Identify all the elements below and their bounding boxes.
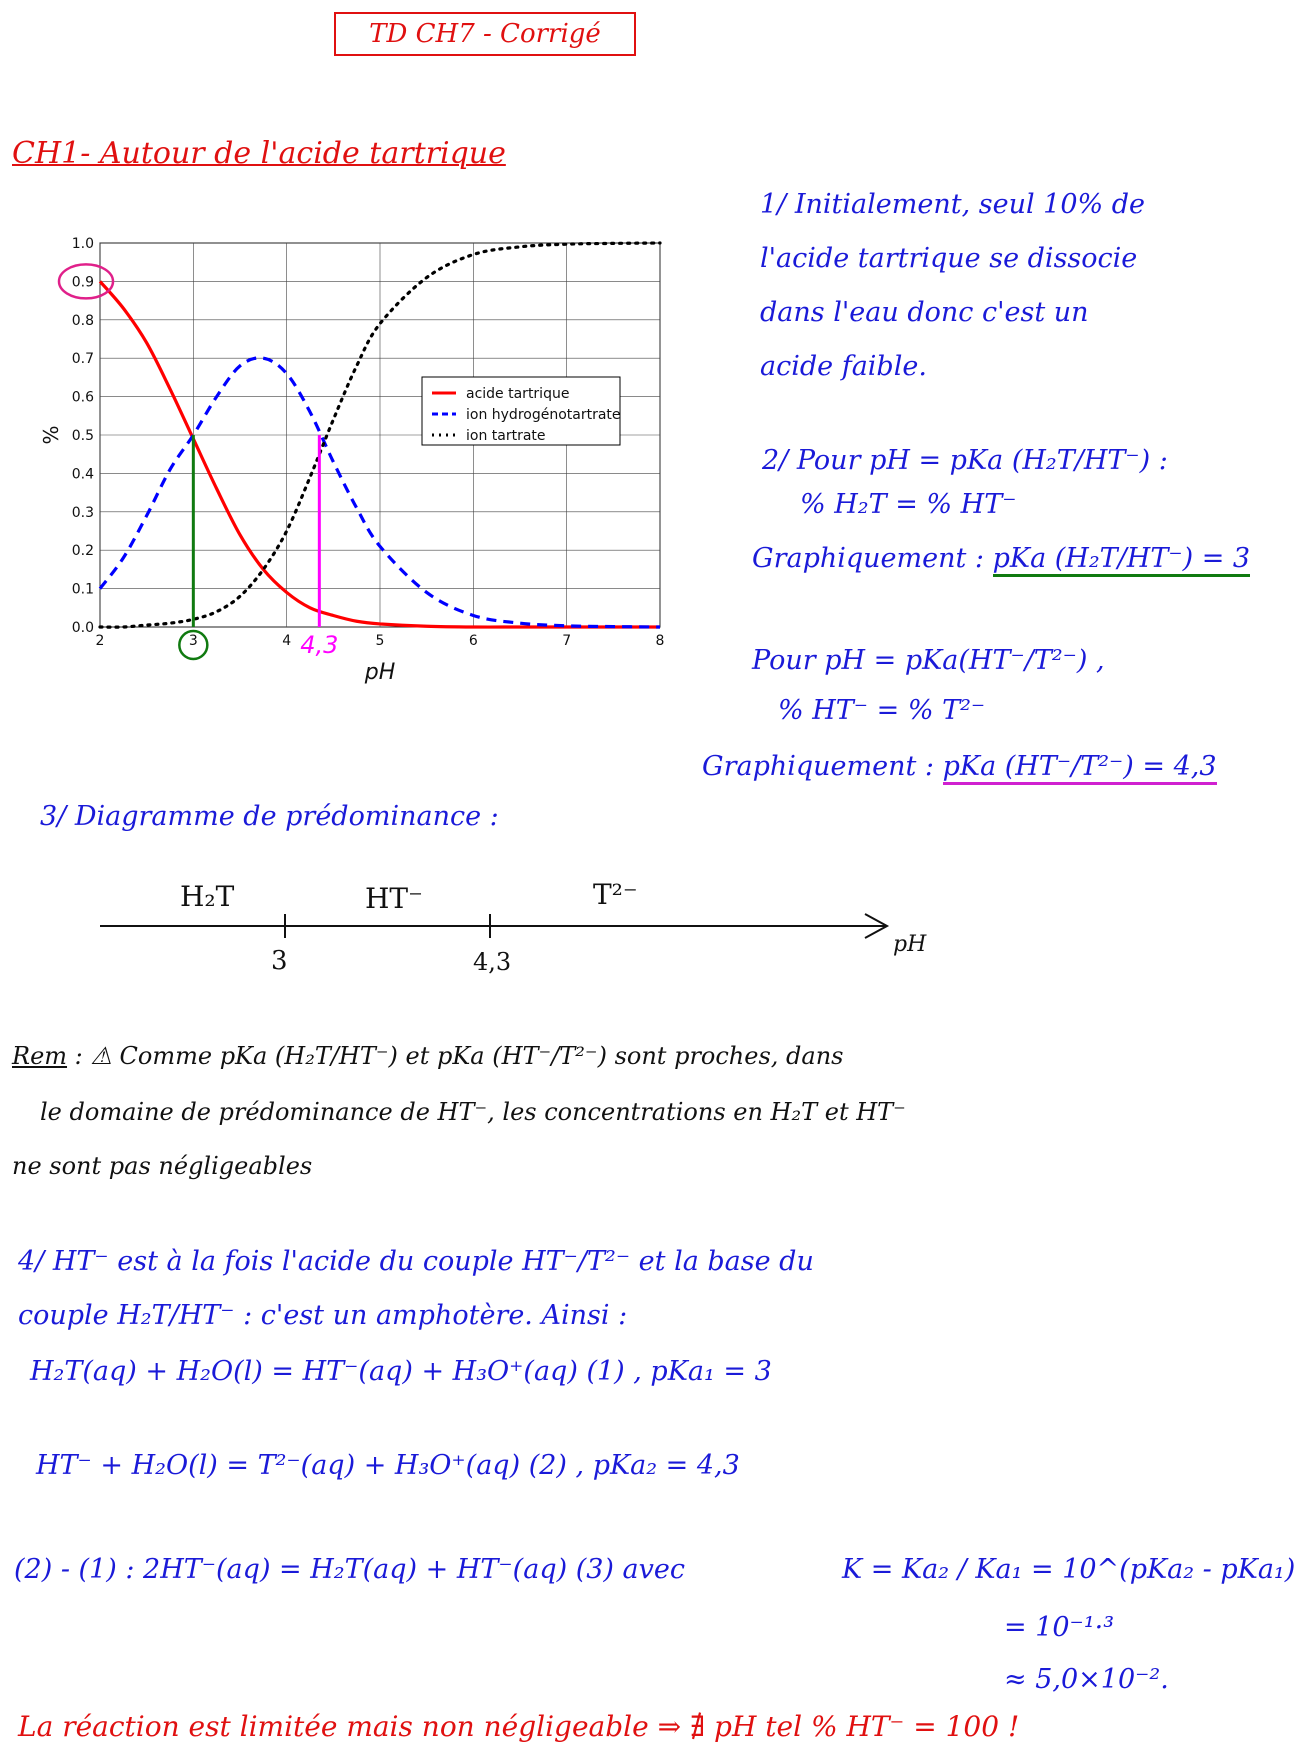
x-tick-label: 8 bbox=[655, 633, 665, 649]
x-tick-label: 2 bbox=[95, 633, 105, 649]
answer-q1 bbox=[760, 178, 1145, 394]
y-tick-label: 0.4 bbox=[71, 466, 94, 483]
q2-graph-prefix: Graphiquement : bbox=[752, 543, 985, 574]
y-tick-label: 1.0 bbox=[71, 236, 94, 252]
y-axis-label: % bbox=[39, 425, 63, 445]
pka2-label: 4,3 bbox=[300, 631, 339, 659]
q4-equation-1: H₂T(aq) + H₂O(l) = HT⁻(aq) + H₃O⁺(aq) (1) , pKa₁ = 3 bbox=[30, 1356, 772, 1387]
diagram-axis-ph: pH bbox=[893, 932, 927, 957]
q1-line: l'acide tartrique se dissocie bbox=[760, 243, 1138, 274]
y-tick-label: 0.7 bbox=[71, 351, 94, 368]
species-distribution-chart bbox=[40, 225, 680, 745]
remark-line3: ne sont pas négligeables bbox=[12, 1152, 313, 1180]
page-title: TD CH7 - Corrigé bbox=[369, 19, 601, 49]
q4-k-value-2: ≈ 5,0×10⁻². bbox=[1004, 1664, 1169, 1695]
q1-line: acide faible. bbox=[760, 351, 927, 382]
q4-k-expression: K = Ka₂ / Ka₁ = 10^(pKa₂ - pKa₁) bbox=[842, 1554, 1295, 1585]
species-ht: HT⁻ bbox=[365, 882, 423, 915]
y-tick-label: 0.0 bbox=[71, 620, 94, 636]
x-axis-label: pH bbox=[364, 660, 396, 685]
y-tick-label: 0.2 bbox=[71, 543, 94, 560]
q4-conclusion: La réaction est limitée mais non négligeable ⇒ ∄ pH tel % HT⁻ = 100 ! bbox=[18, 1710, 1020, 1743]
q1-line: dans l'eau donc c'est un bbox=[760, 297, 1089, 328]
pka1-result: pKa (H₂T/HT⁻) = 3 bbox=[993, 543, 1250, 577]
q1-line: 1/ Initialement, seul 10% de bbox=[760, 189, 1146, 220]
x-tick-label: 4 bbox=[282, 633, 292, 649]
species-h2t: H₂T bbox=[180, 880, 235, 913]
x-tick-label: 5 bbox=[375, 633, 385, 649]
legend-label: acide tartrique bbox=[466, 386, 570, 402]
remark-line1 bbox=[12, 1042, 843, 1070]
answer-q2-line2: % H₂T = % HT⁻ bbox=[800, 489, 1017, 520]
q3-title: 3/ Diagramme de prédominance : bbox=[40, 801, 499, 832]
q4-equation-3: (2) - (1) : 2HT⁻(aq) = H₂T(aq) + HT⁻(aq) (3) avec bbox=[14, 1554, 685, 1585]
predominance-diagram bbox=[95, 870, 955, 1000]
q4-k-value-1: = 10⁻¹·³ bbox=[1004, 1612, 1115, 1643]
x-tick-label: 6 bbox=[468, 633, 478, 649]
legend-label: ion hydrogénotartrate bbox=[466, 407, 621, 423]
y-tick-label: 0.6 bbox=[71, 389, 94, 406]
answer-q2-line3 bbox=[752, 532, 1250, 586]
pka2-result: pKa (HT⁻/T²⁻) = 4,3 bbox=[943, 751, 1217, 785]
answer-q2-line6 bbox=[702, 740, 1217, 794]
legend-label: ion tartrate bbox=[466, 428, 546, 444]
remark-label: Rem bbox=[12, 1042, 68, 1070]
y-tick-label: 0.8 bbox=[71, 312, 94, 329]
q4-line1: 4/ HT⁻ est à la fois l'acide du couple HT⁻/T²⁻ et la base du bbox=[18, 1246, 814, 1277]
y-tick-label: 0.9 bbox=[71, 274, 94, 291]
answer-q2-line5: % HT⁻ = % T²⁻ bbox=[778, 695, 986, 726]
q2-graph-prefix-2: Graphiquement : bbox=[702, 751, 935, 782]
section-title: CH1- Autour de l'acide tartrique bbox=[12, 136, 506, 171]
tick-3: 3 bbox=[271, 946, 288, 976]
answer-q2-line4: Pour pH = pKa(HT⁻/T²⁻) , bbox=[752, 645, 1105, 676]
x-tick-label: 7 bbox=[562, 633, 572, 649]
answer-q2-line1: 2/ Pour pH = pKa (H₂T/HT⁻) : bbox=[762, 445, 1168, 476]
y-tick-label: 0.5 bbox=[71, 428, 94, 444]
y-tick-label: 0.3 bbox=[71, 504, 94, 521]
x-tick-label: 3 bbox=[188, 633, 198, 649]
y-tick-label: 0.1 bbox=[71, 581, 94, 598]
species-t2: T²⁻ bbox=[593, 878, 638, 911]
page-title-box bbox=[334, 12, 636, 56]
remark-line2: le domaine de prédominance de HT⁻, les concentrations en H₂T et HT⁻ bbox=[40, 1098, 906, 1126]
remark-text-1: : ⚠ Comme pKa (H₂T/HT⁻) et pKa (HT⁻/T²⁻) sont proches, dans bbox=[74, 1042, 844, 1070]
q4-equation-2: HT⁻ + H₂O(l) = T²⁻(aq) + H₃O⁺(aq) (2) , pKa₂ = 4,3 bbox=[36, 1450, 740, 1481]
tick-4-3: 4,3 bbox=[473, 948, 512, 976]
q4-line2: couple H₂T/HT⁻ : c'est un amphotère. Ainsi : bbox=[18, 1300, 628, 1331]
